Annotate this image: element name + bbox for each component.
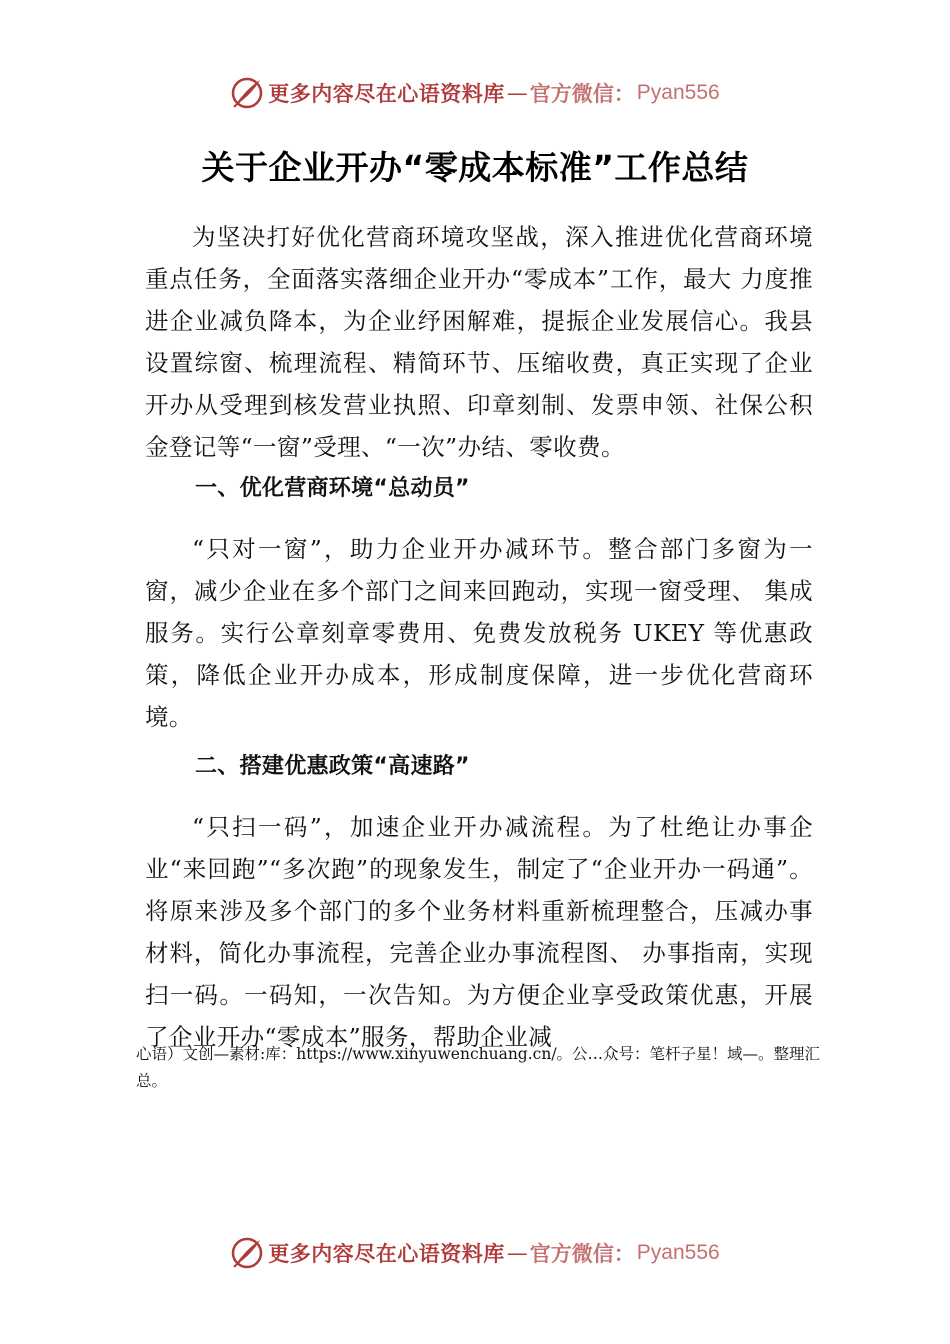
section-1-paragraph: “只对一窗”，助力企业开办减环节。整合部门多窗为一窗，减少企业在多个部门之间来回跑动，实现一窗受理、 集成服务。实行公章刻章零费用、免费发放税务 UKEY 等优惠政策，降低企业开办成本，形成制度保障，进一步优化营商环境。 (145, 535, 813, 731)
intro-paragraph: 为坚决打好优化营商环境攻坚战，深入推进优化营商环境重点任务，全面落实落细企业开办“零成本”工作，最大 力度推进企业减负降本，为企业纾困解难，提振企业发展信心。我县设置综窗、梳理流程、精简环节、压缩收费，真正实现了企业开办从受理到核发营业执照、印章刻制、发票申领、社保公积金登记等“一窗”受理、“一次”办结、零收费。 (145, 223, 813, 461)
quill-pen-logo-icon (230, 76, 264, 110)
document-body (145, 216, 813, 1058)
section-2-paragraph: “只扫一码”，加速企业开办减流程。为了杜绝让办事企业“来回跑”“多次跑”的现象发生，制定了“企业开办一码通”。将原来涉及多个部门的多个业务材料重新梳理整合，压减办事材料，简化办事流程，完善企业办事流程图、 办事指南，实现扫一码。一码知，一次告知。为方便企业享受政策优惠，开展了企业开办“零成本”服务，帮助企业减 (145, 813, 813, 1051)
footer-banner (0, 1231, 950, 1275)
section-heading-2: 二、搭建优惠政策“高速路” (195, 754, 470, 779)
banner-site-text: 更多内容尽在心语资料库 (268, 1241, 505, 1266)
banner-wechat-label: 官方微信： (529, 81, 635, 106)
page-title: 关于企业开办“零成本标准”工作总结 (201, 148, 749, 187)
banner-wechat-id: Pyan556 (636, 1241, 720, 1264)
banner-dash: — (506, 1241, 528, 1265)
banner-dash: — (506, 81, 528, 105)
header-banner (0, 71, 950, 115)
source-footnote: 心语）文创—素材:库：https://www.xinyuwenchuang.cn/。公…众号：笔杆子星！域—。整理汇总。 (136, 1045, 821, 1090)
quill-pen-logo-icon (230, 1236, 264, 1270)
banner-wechat-id: Pyan556 (636, 81, 720, 104)
banner-site-text: 更多内容尽在心语资料库 (268, 81, 505, 106)
banner-wechat-label: 官方微信： (529, 1241, 635, 1266)
section-heading-1: 一、优化营商环境“总动员” (195, 476, 470, 501)
